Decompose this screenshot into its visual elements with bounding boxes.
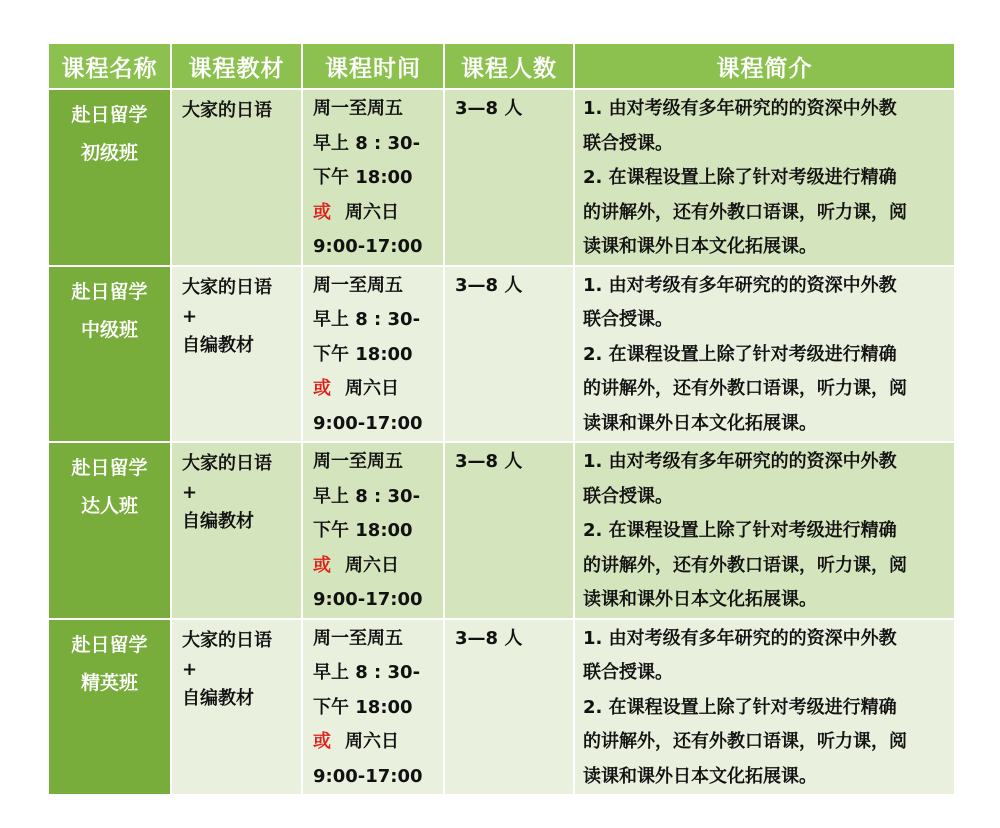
time-weekdays: 周一至周五 <box>313 98 403 119</box>
book-plus: + <box>182 305 198 327</box>
course-intro-cell <box>574 619 955 796</box>
course-time-cell <box>302 89 444 266</box>
book-title: 大家的日语 <box>182 453 272 474</box>
time-weekend-line <box>313 372 435 407</box>
time-weekend: 周六日 <box>345 554 399 576</box>
course-intro-cell <box>574 442 955 619</box>
time-or-word: 或 <box>313 731 331 752</box>
time-weekend-hours: 9:00-17:00 <box>313 412 423 434</box>
time-end: 下午 18:00 <box>313 696 413 718</box>
course-book-cell <box>171 89 302 266</box>
time-weekdays: 周一至周五 <box>313 451 403 472</box>
course-name-cell <box>48 442 171 619</box>
course-book-cell <box>171 442 302 619</box>
intro-line: 读课和课外日本文化拓展课。 <box>583 236 817 257</box>
table-row <box>48 442 955 619</box>
intro-line: 的讲解外，还有外教口语课，听力课，阅 <box>583 554 907 576</box>
course-level-line: 初级班 <box>80 142 138 164</box>
book-extra: 自编教材 <box>182 334 254 356</box>
time-start: 早上 8 : 30- <box>313 662 421 683</box>
time-end: 下午 18:00 <box>313 520 413 541</box>
table-row <box>48 619 955 796</box>
course-size-cell <box>444 266 574 443</box>
course-intro-cell <box>574 89 955 266</box>
course-time-cell <box>302 266 444 443</box>
course-level-line: 中级班 <box>80 318 138 341</box>
header-row <box>48 43 955 89</box>
intro-line: 1. 由对考级有多年研究的的资深中外教 <box>583 451 897 472</box>
course-name-line: 赴日留学 <box>71 633 148 656</box>
intro-line: 读课和课外日本文化拓展课。 <box>583 589 817 610</box>
time-weekend-hours: 9:00-17:00 <box>313 236 423 257</box>
intro-line: 2. 在课程设置上除了针对考级进行精确 <box>583 167 897 188</box>
time-weekend: 周六日 <box>345 731 399 752</box>
intro-line: 的讲解外，还有外教口语课，听力课，阅 <box>583 731 907 752</box>
intro-line: 1. 由对考级有多年研究的的资深中外教 <box>583 627 897 649</box>
course-book-cell <box>171 266 302 443</box>
book-title: 大家的日语 <box>182 629 272 651</box>
time-weekend: 周六日 <box>345 201 399 223</box>
course-level-line: 精英班 <box>80 671 138 694</box>
book-plus: + <box>182 658 198 680</box>
intro-line: 的讲解外，还有外教口语课，听力课，阅 <box>583 201 907 223</box>
time-weekend-hours: 9:00-17:00 <box>313 765 423 787</box>
time-weekdays: 周一至周五 <box>313 274 403 296</box>
time-or-word: 或 <box>313 554 331 576</box>
intro-line: 2. 在课程设置上除了针对考级进行精确 <box>583 343 897 365</box>
header-course-book: 课程教材 <box>171 43 302 89</box>
course-time-cell <box>302 442 444 619</box>
intro-line: 读课和课外日本文化拓展课。 <box>583 765 817 787</box>
intro-line: 联合授课。 <box>583 662 673 683</box>
intro-line: 联合授课。 <box>583 309 673 330</box>
course-name-line: 赴日留学 <box>71 280 148 303</box>
intro-line: 1. 由对考级有多年研究的的资深中外教 <box>583 274 897 296</box>
table-row <box>48 266 955 443</box>
time-weekend: 周六日 <box>345 378 399 399</box>
time-weekend-line <box>313 725 435 760</box>
table-row <box>48 89 955 266</box>
time-or-word: 或 <box>313 378 331 399</box>
course-size-cell <box>444 89 574 266</box>
time-start: 早上 8 : 30- <box>313 309 421 330</box>
course-name-line: 赴日留学 <box>71 104 148 126</box>
course-size: 3—8 人 <box>455 627 523 649</box>
course-size: 3—8 人 <box>455 451 523 472</box>
header-course-time: 课程时间 <box>302 43 444 89</box>
time-weekend-hours: 9:00-17:00 <box>313 589 423 610</box>
course-level-line: 达人班 <box>80 495 138 517</box>
course-size-cell <box>444 442 574 619</box>
intro-line: 的讲解外，还有外教口语课，听力课，阅 <box>583 378 907 399</box>
intro-line: 读课和课外日本文化拓展课。 <box>583 412 817 434</box>
course-table <box>47 42 956 796</box>
time-weekend-line <box>313 549 435 584</box>
book-extra: 自编教材 <box>182 511 254 532</box>
course-size: 3—8 人 <box>455 98 523 119</box>
time-end: 下午 18:00 <box>313 167 413 188</box>
intro-line: 2. 在课程设置上除了针对考级进行精确 <box>583 520 897 541</box>
time-or-word: 或 <box>313 201 331 223</box>
intro-line: 联合授课。 <box>583 485 673 507</box>
course-size-cell <box>444 619 574 796</box>
course-time-cell <box>302 619 444 796</box>
course-size: 3—8 人 <box>455 274 523 296</box>
book-extra: 自编教材 <box>182 687 254 709</box>
time-end: 下午 18:00 <box>313 343 413 365</box>
header-course-intro: 课程简介 <box>574 43 955 89</box>
header-course-name: 课程名称 <box>48 43 171 89</box>
course-name-line: 赴日留学 <box>71 457 148 479</box>
header-course-size: 课程人数 <box>444 43 574 89</box>
time-start: 早上 8 : 30- <box>313 132 421 154</box>
book-title: 大家的日语 <box>182 100 272 121</box>
intro-line: 2. 在课程设置上除了针对考级进行精确 <box>583 696 897 718</box>
course-intro-cell <box>574 266 955 443</box>
book-plus: + <box>182 482 198 503</box>
course-book-cell <box>171 619 302 796</box>
course-name-cell <box>48 89 171 266</box>
intro-line: 1. 由对考级有多年研究的的资深中外教 <box>583 98 897 119</box>
time-weekdays: 周一至周五 <box>313 627 403 649</box>
course-name-cell <box>48 619 171 796</box>
time-weekend-line <box>313 196 435 231</box>
course-name-cell <box>48 266 171 443</box>
time-start: 早上 8 : 30- <box>313 485 421 507</box>
intro-line: 联合授课。 <box>583 132 673 154</box>
book-title: 大家的日语 <box>182 276 272 298</box>
